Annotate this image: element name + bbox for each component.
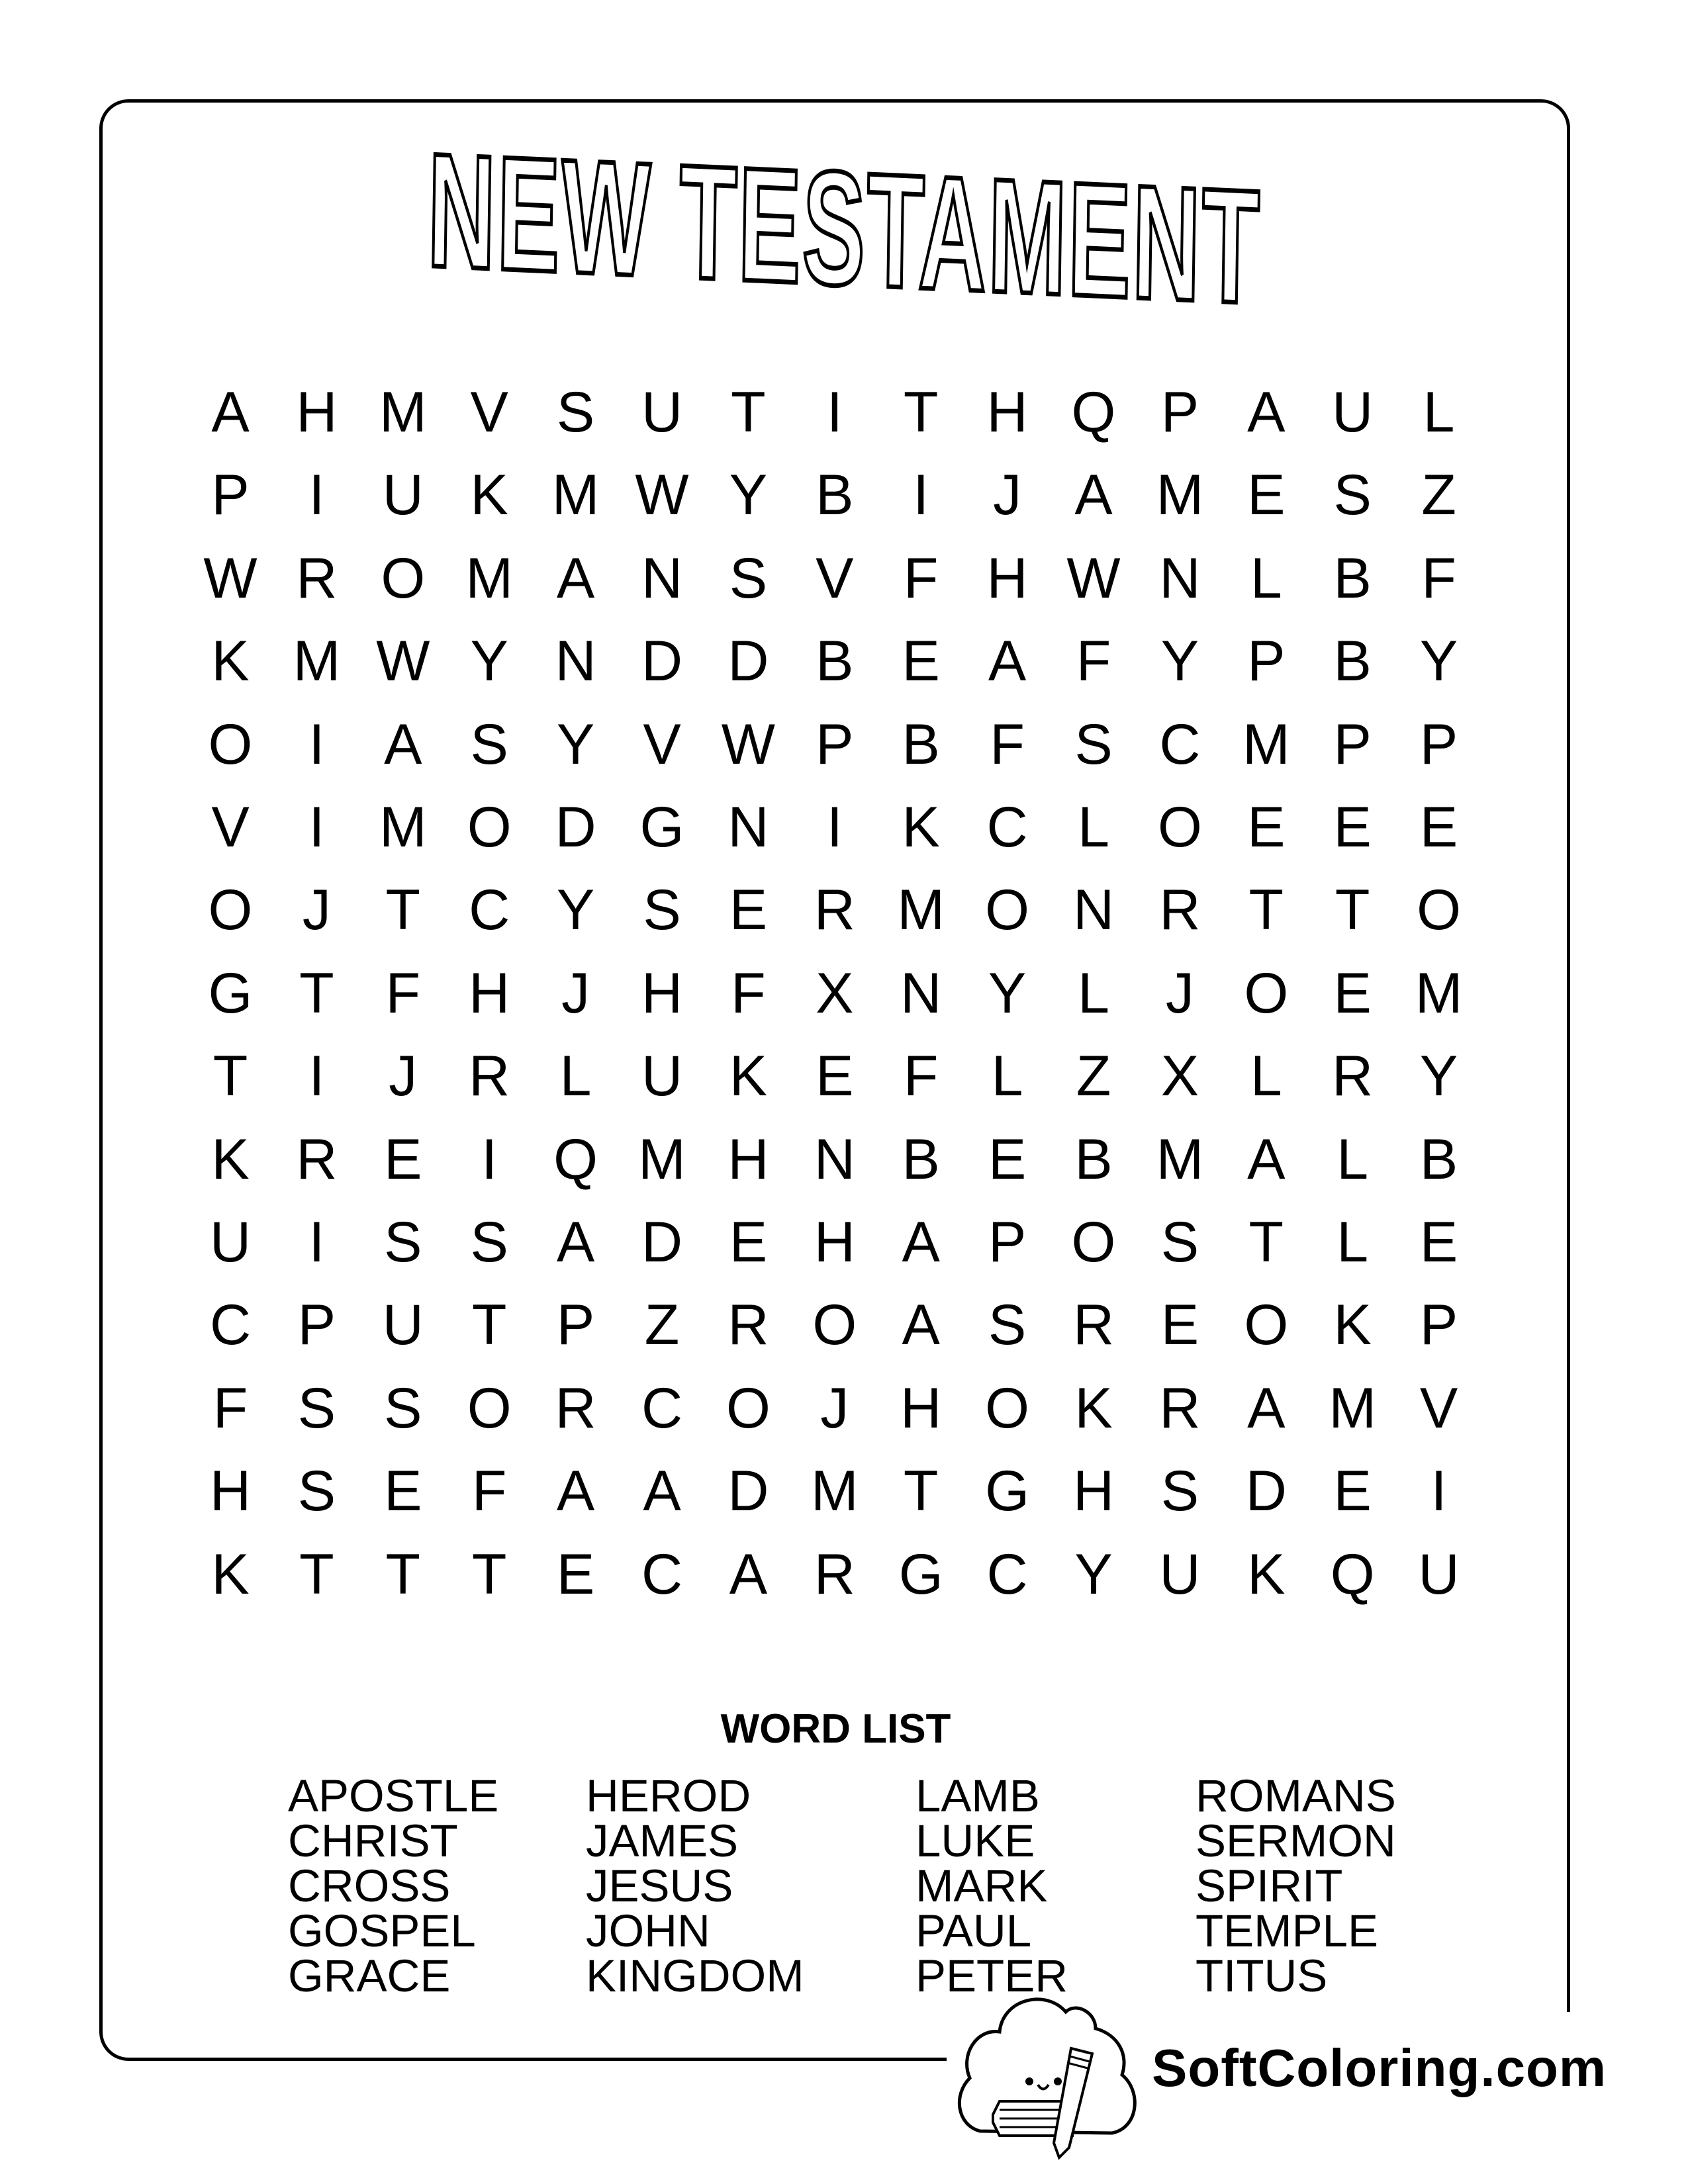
- word-list-item: PETER: [915, 1950, 1068, 2001]
- grid-letter: U: [641, 1044, 683, 1109]
- grid-letter: L: [1250, 546, 1282, 610]
- grid-letter: O: [1071, 1210, 1116, 1274]
- grid-letter: C: [469, 878, 510, 942]
- grid-letter: P: [1247, 629, 1286, 694]
- grid-letter: I: [308, 1210, 325, 1274]
- grid-letter: Y: [1074, 1542, 1113, 1606]
- word-list-item: ROMANS: [1196, 1770, 1396, 1821]
- grid-letter: I: [913, 463, 929, 527]
- grid-letter: W: [635, 463, 689, 527]
- grid-letter: V: [470, 381, 508, 444]
- grid-letter: O: [467, 1376, 512, 1440]
- word-list-item: TEMPLE: [1196, 1905, 1379, 1956]
- grid-letter: P: [1419, 712, 1458, 776]
- grid-letter: L: [1423, 381, 1455, 444]
- grid-letter: M: [1415, 961, 1463, 1025]
- grid-letter: S: [1074, 712, 1113, 776]
- grid-letter: K: [1247, 1542, 1286, 1606]
- grid-letter: S: [1333, 463, 1372, 527]
- grid-letter: A: [556, 546, 595, 610]
- word-list-item: CROSS: [288, 1860, 451, 1911]
- grid-letter: R: [1159, 878, 1201, 942]
- grid-letter: R: [727, 1293, 769, 1357]
- grid-letter: K: [729, 1044, 768, 1109]
- grid-letter: U: [382, 463, 424, 527]
- grid-letter: U: [1418, 1542, 1460, 1606]
- grid-letter: E: [1247, 463, 1286, 527]
- grid-letter: M: [638, 1127, 686, 1191]
- grid-letter: E: [816, 1044, 854, 1109]
- grid-letter: E: [1333, 796, 1372, 859]
- grid-letter: O: [381, 546, 426, 610]
- grid-letter: G: [985, 1459, 1030, 1524]
- grid-letter: J: [820, 1376, 849, 1440]
- grid-letter: J: [561, 961, 590, 1025]
- grid-letter: H: [469, 961, 510, 1025]
- grid-letter: F: [903, 1044, 939, 1109]
- grid-letter: D: [1245, 1459, 1287, 1524]
- grid-letter: M: [1156, 1127, 1204, 1191]
- grid-letter: V: [1419, 1376, 1458, 1440]
- grid-letter: E: [1419, 796, 1458, 859]
- grid-letter: F: [1076, 629, 1111, 694]
- grid-letter: M: [1242, 712, 1290, 776]
- grid-letter: U: [382, 1293, 424, 1357]
- word-list-column-3: [915, 1770, 1068, 2001]
- grid-letter: K: [211, 1127, 250, 1191]
- grid-letter: Q: [1071, 381, 1116, 444]
- grid-letter: N: [1159, 546, 1201, 610]
- grid-letter: W: [721, 712, 775, 776]
- grid-letter: T: [1335, 878, 1370, 942]
- grid-letter: F: [471, 1459, 507, 1524]
- grid-letter: R: [296, 546, 338, 610]
- grid-letter: A: [1074, 463, 1113, 527]
- grid-letter: I: [308, 796, 325, 859]
- grid-letter: K: [1333, 1293, 1372, 1357]
- grid-letter: S: [988, 1293, 1027, 1357]
- grid-letter: O: [985, 878, 1030, 942]
- grid-letter: A: [556, 1459, 595, 1524]
- grid-letter: H: [986, 381, 1028, 444]
- grid-letter: I: [308, 1044, 325, 1109]
- grid-letter: E: [1333, 961, 1372, 1025]
- grid-letter: E: [729, 878, 768, 942]
- grid-letter: J: [389, 1044, 418, 1109]
- grid-letter: Y: [556, 712, 595, 776]
- grid-letter: M: [293, 629, 341, 694]
- word-list-item: TITUS: [1196, 1950, 1328, 2001]
- grid-letter: T: [731, 381, 766, 444]
- grid-letter: V: [643, 712, 681, 776]
- grid-letter: W: [203, 546, 258, 610]
- grid-letter: I: [1430, 1459, 1447, 1524]
- grid-letter: O: [208, 878, 253, 942]
- grid-letter: K: [470, 463, 508, 527]
- grid-letter: O: [1244, 961, 1289, 1025]
- grid-letter: T: [1248, 878, 1284, 942]
- grid-letter: P: [1333, 712, 1372, 776]
- grid-letter: A: [643, 1459, 681, 1524]
- grid-letter: D: [727, 629, 769, 694]
- grid-letter: S: [470, 1210, 508, 1274]
- grid-letter: R: [1072, 1293, 1115, 1357]
- grid-letter: N: [727, 796, 769, 859]
- grid-letter: S: [643, 878, 681, 942]
- grid-letter: E: [988, 1127, 1027, 1191]
- grid-letter: O: [812, 1293, 857, 1357]
- grid-letter: W: [376, 629, 430, 694]
- grid-letter: O: [467, 796, 512, 859]
- grid-letter: I: [308, 712, 325, 776]
- grid-letter: T: [385, 1542, 421, 1606]
- grid-letter: T: [903, 381, 939, 444]
- grid-letter: H: [1072, 1459, 1115, 1524]
- grid-letter: B: [1419, 1127, 1458, 1191]
- page-title: [0, 118, 1688, 338]
- grid-letter: L: [1336, 1127, 1369, 1191]
- grid-letter: V: [211, 796, 250, 859]
- grid-letter: Q: [553, 1127, 598, 1191]
- grid-letter: S: [729, 546, 768, 610]
- word-list-item: PAUL: [915, 1905, 1032, 1956]
- grid-letter: L: [1336, 1210, 1369, 1274]
- grid-letter: O: [208, 712, 253, 776]
- grid-letter: M: [465, 546, 513, 610]
- grid-letter: P: [556, 1293, 595, 1357]
- grid-letter: A: [902, 1210, 940, 1274]
- grid-letter: A: [1247, 381, 1286, 444]
- word-list-item: APOSTLE: [288, 1770, 499, 1821]
- grid-letter: F: [903, 546, 939, 610]
- grid-letter: I: [481, 1127, 498, 1191]
- grid-letter: M: [1329, 1376, 1376, 1440]
- grid-letter: E: [556, 1542, 595, 1606]
- word-list-column-2: [586, 1770, 804, 2001]
- grid-letter: P: [1419, 1293, 1458, 1357]
- word-list-item: LAMB: [915, 1770, 1040, 1821]
- grid-letter: Y: [556, 878, 595, 942]
- grid-letter: D: [727, 1459, 769, 1524]
- grid-letter: X: [1160, 1044, 1199, 1109]
- grid-letter: J: [302, 878, 331, 942]
- grid-letter: R: [469, 1044, 510, 1109]
- grid-letter: T: [471, 1293, 507, 1357]
- grid-letter: E: [1419, 1210, 1458, 1274]
- grid-letter: Q: [1330, 1542, 1375, 1606]
- grid-letter: E: [1333, 1459, 1372, 1524]
- grid-letter: H: [209, 1459, 252, 1524]
- grid-letter: K: [211, 1542, 250, 1606]
- grid-letter: Y: [1419, 629, 1458, 694]
- grid-letter: Y: [1160, 629, 1199, 694]
- grid-letter: H: [296, 381, 338, 444]
- grid-letter: O: [1417, 878, 1462, 942]
- grid-letter: S: [384, 1210, 422, 1274]
- grid-letter: P: [816, 712, 854, 776]
- word-list-item: JAMES: [586, 1815, 739, 1866]
- grid-letter: T: [299, 1542, 334, 1606]
- grid-letter: D: [641, 1210, 683, 1274]
- grid-letter: L: [1250, 1044, 1282, 1109]
- grid-letter: E: [384, 1127, 422, 1191]
- grid-letter: Z: [644, 1293, 680, 1357]
- grid-letter: M: [551, 463, 600, 527]
- grid-letter: A: [1247, 1376, 1286, 1440]
- grid-letter: F: [990, 712, 1025, 776]
- grid-letter: P: [297, 1293, 336, 1357]
- grid-letter: T: [212, 1044, 248, 1109]
- grid-letter: M: [379, 796, 427, 859]
- grid-letter: N: [1072, 878, 1115, 942]
- grid-letter: O: [1244, 1293, 1289, 1357]
- word-list-heading: WORD LIST: [720, 1706, 951, 1752]
- grid-letter: Y: [1419, 1044, 1458, 1109]
- grid-letter: S: [297, 1376, 336, 1440]
- grid-letter: B: [816, 629, 854, 694]
- grid-letter: E: [1247, 796, 1286, 859]
- grid-letter: F: [1421, 546, 1456, 610]
- grid-letter: M: [1156, 463, 1204, 527]
- grid-letter: N: [900, 961, 942, 1025]
- word-list-item: KINGDOM: [586, 1950, 804, 2001]
- grid-letter: L: [1078, 796, 1109, 859]
- grid-letter: I: [826, 796, 843, 859]
- grid-letter: H: [986, 546, 1028, 610]
- grid-letter: P: [988, 1210, 1027, 1274]
- grid-letter: Y: [470, 629, 508, 694]
- grid-letter: G: [898, 1542, 943, 1606]
- grid-letter: C: [986, 796, 1028, 859]
- grid-letter: F: [212, 1376, 248, 1440]
- grid-letter: F: [385, 961, 421, 1025]
- grid-letter: S: [297, 1459, 336, 1524]
- grid-letter: I: [308, 463, 325, 527]
- grid-letter: A: [988, 629, 1027, 694]
- grid-letter: E: [1160, 1293, 1199, 1357]
- brand-logo-text: SoftColoring.com: [1152, 2038, 1607, 2097]
- grid-letter: L: [559, 1044, 592, 1109]
- grid-letter: C: [641, 1376, 683, 1440]
- grid-letter: D: [641, 629, 683, 694]
- word-list-item: HEROD: [586, 1770, 751, 1821]
- grid-letter: A: [1247, 1127, 1286, 1191]
- grid-letter: F: [731, 961, 766, 1025]
- grid-letter: C: [986, 1542, 1028, 1606]
- grid-letter: S: [1160, 1459, 1199, 1524]
- grid-letter: B: [1333, 546, 1372, 610]
- word-list-item: SERMON: [1196, 1815, 1396, 1866]
- grid-letter: R: [555, 1376, 596, 1440]
- grid-letter: H: [727, 1127, 769, 1191]
- grid-letter: M: [810, 1459, 859, 1524]
- word-list-item: GRACE: [288, 1950, 451, 2001]
- grid-letter: C: [641, 1542, 683, 1606]
- grid-letter: T: [903, 1459, 939, 1524]
- word-list-item: SPIRIT: [1196, 1860, 1343, 1911]
- grid-letter: L: [991, 1044, 1023, 1109]
- grid-letter: B: [1333, 629, 1372, 694]
- word-list-item: MARK: [915, 1860, 1048, 1911]
- grid-letter: Y: [988, 961, 1027, 1025]
- grid-letter: O: [985, 1376, 1030, 1440]
- grid-letter: G: [639, 796, 684, 859]
- word-list-item: JESUS: [586, 1860, 733, 1911]
- grid-letter: M: [379, 381, 427, 444]
- grid-letter: Z: [1076, 1044, 1111, 1109]
- grid-letter: E: [902, 629, 940, 694]
- word-list-item: CHRIST: [288, 1815, 458, 1866]
- grid-letter: K: [211, 629, 250, 694]
- grid-letter: B: [902, 712, 940, 776]
- grid-letter: A: [384, 712, 422, 776]
- grid-letter: D: [555, 796, 596, 859]
- grid-letter: R: [296, 1127, 338, 1191]
- grid-letter: B: [902, 1127, 940, 1191]
- grid-letter: S: [1160, 1210, 1199, 1274]
- grid-letter: M: [897, 878, 945, 942]
- grid-letter: Z: [1421, 463, 1456, 527]
- grid-letter: E: [384, 1459, 422, 1524]
- grid-letter: K: [1074, 1376, 1113, 1440]
- grid-letter: R: [814, 878, 855, 942]
- grid-letter: T: [385, 878, 421, 942]
- cloud-with-pencil-icon: [953, 1982, 1152, 2161]
- grid-letter: T: [299, 961, 334, 1025]
- grid-letter: J: [1165, 961, 1194, 1025]
- grid-letter: R: [1159, 1376, 1201, 1440]
- grid-letter: P: [211, 463, 250, 527]
- word-list-column-1: [288, 1770, 499, 2001]
- grid-letter: L: [1078, 961, 1109, 1025]
- grid-letter: U: [209, 1210, 252, 1274]
- grid-letter: U: [1159, 1542, 1201, 1606]
- grid-letter: E: [729, 1210, 768, 1274]
- grid-letter: C: [209, 1293, 252, 1357]
- grid-letter: U: [1332, 381, 1374, 444]
- grid-letter: C: [1159, 712, 1201, 776]
- grid-letter: J: [993, 463, 1022, 527]
- grid-letter: H: [641, 961, 683, 1025]
- grid-letter: G: [208, 961, 253, 1025]
- grid-letter: A: [211, 381, 250, 444]
- grid-letter: R: [1332, 1044, 1374, 1109]
- grid-letter: H: [900, 1376, 942, 1440]
- grid-letter: B: [1074, 1127, 1113, 1191]
- grid-letter: S: [384, 1376, 422, 1440]
- grid-letter: T: [1248, 1210, 1284, 1274]
- grid-letter: H: [814, 1210, 855, 1274]
- grid-letter: A: [902, 1293, 940, 1357]
- word-list-item: GOSPEL: [288, 1905, 476, 1956]
- word-list-column-4: [1196, 1770, 1396, 2001]
- grid-letter: N: [555, 629, 596, 694]
- grid-letter: U: [641, 381, 683, 444]
- grid-letter: O: [726, 1376, 771, 1440]
- grid-letter: W: [1066, 546, 1121, 610]
- grid-letter: Y: [729, 463, 768, 527]
- grid-letter: A: [556, 1210, 595, 1274]
- word-list-item: JOHN: [586, 1905, 710, 1956]
- grid-letter: K: [902, 796, 940, 859]
- grid-letter: R: [814, 1542, 855, 1606]
- grid-letter: A: [729, 1542, 768, 1606]
- page-title-text: NEW TESTAMENT: [426, 118, 1262, 338]
- grid-letter: V: [816, 546, 854, 610]
- grid-letter: T: [471, 1542, 507, 1606]
- grid-letter: B: [816, 463, 854, 527]
- grid-letter: S: [470, 712, 508, 776]
- grid-letter: N: [641, 546, 683, 610]
- grid-letter: O: [1157, 796, 1202, 859]
- grid-letter: I: [826, 381, 843, 444]
- word-list-item: LUKE: [915, 1815, 1035, 1866]
- grid-letter: P: [1160, 381, 1199, 444]
- grid-letter: N: [814, 1127, 855, 1191]
- grid-letter: X: [816, 961, 854, 1025]
- grid-letter: S: [556, 381, 595, 444]
